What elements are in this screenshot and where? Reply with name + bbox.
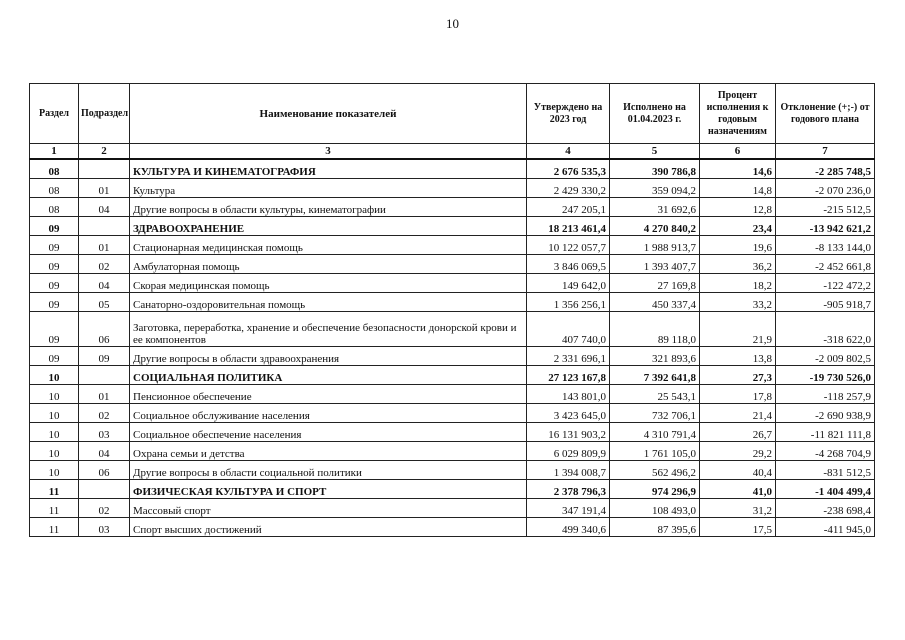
indicator-name: Охрана семьи и детства [130, 442, 527, 461]
executed-value: 87 395,6 [610, 518, 700, 537]
approved-value: 149 642,0 [527, 274, 610, 293]
subsection-code [79, 366, 130, 385]
section-code: 09 [30, 236, 79, 255]
indicator-name: Санаторно-оздоровительная помощь [130, 293, 527, 312]
indicator-name: Скорая медицинская помощь [130, 274, 527, 293]
subsection-code: 03 [79, 518, 130, 537]
section-row [30, 217, 875, 236]
header-deviation: Отклонение (+;-) от годового плана [776, 84, 875, 144]
deviation-value: -411 945,0 [776, 518, 875, 537]
section-code: 11 [30, 518, 79, 537]
indicator-name: Массовый спорт [130, 499, 527, 518]
percent-value: 31,2 [700, 499, 776, 518]
table-row [30, 274, 875, 293]
deviation-value: -11 821 111,8 [776, 423, 875, 442]
section-code: 10 [30, 442, 79, 461]
indicator-name: Стационарная медицинская помощь [130, 236, 527, 255]
executed-value: 25 543,1 [610, 385, 700, 404]
section-code: 09 [30, 255, 79, 274]
section-code: 09 [30, 274, 79, 293]
executed-value: 27 169,8 [610, 274, 700, 293]
percent-value: 27,3 [700, 366, 776, 385]
approved-value: 18 213 461,4 [527, 217, 610, 236]
deviation-value: -19 730 526,0 [776, 366, 875, 385]
deviation-value: -215 512,5 [776, 198, 875, 217]
executed-value: 359 094,2 [610, 179, 700, 198]
column-number: 3 [130, 144, 527, 160]
section-code: 10 [30, 385, 79, 404]
indicator-name: Другие вопросы в области здравоохранения [130, 347, 527, 366]
approved-value: 6 029 809,9 [527, 442, 610, 461]
approved-value: 2 429 330,2 [527, 179, 610, 198]
approved-value: 143 801,0 [527, 385, 610, 404]
subsection-code: 02 [79, 404, 130, 423]
percent-value: 21,9 [700, 312, 776, 347]
subsection-code: 04 [79, 198, 130, 217]
executed-value: 1 988 913,7 [610, 236, 700, 255]
subsection-code [79, 159, 130, 179]
percent-value: 18,2 [700, 274, 776, 293]
deviation-value: -831 512,5 [776, 461, 875, 480]
percent-value: 29,2 [700, 442, 776, 461]
subsection-code: 02 [79, 499, 130, 518]
column-number: 4 [527, 144, 610, 160]
table-row [30, 404, 875, 423]
percent-value: 23,4 [700, 217, 776, 236]
indicator-name: Другие вопросы в области социальной политики [130, 461, 527, 480]
percent-value: 26,7 [700, 423, 776, 442]
deviation-value: -238 698,4 [776, 499, 875, 518]
percent-value: 17,8 [700, 385, 776, 404]
percent-value: 41,0 [700, 480, 776, 499]
percent-value: 19,6 [700, 236, 776, 255]
subsection-code: 03 [79, 423, 130, 442]
header-indicator-name: Наименование показателей [130, 84, 527, 144]
indicator-name: Социальное обслуживание населения [130, 404, 527, 423]
subsection-code [79, 217, 130, 236]
table-row [30, 198, 875, 217]
deviation-value: -118 257,9 [776, 385, 875, 404]
column-number: 2 [79, 144, 130, 160]
subsection-code: 01 [79, 385, 130, 404]
approved-value: 247 205,1 [527, 198, 610, 217]
page-number: 10 [446, 16, 459, 31]
approved-value: 10 122 057,7 [527, 236, 610, 255]
executed-value: 1 393 407,7 [610, 255, 700, 274]
subsection-code: 04 [79, 274, 130, 293]
section-code: 09 [30, 347, 79, 366]
column-number: 5 [610, 144, 700, 160]
deviation-value: -13 942 621,2 [776, 217, 875, 236]
percent-value: 40,4 [700, 461, 776, 480]
approved-value: 2 676 535,3 [527, 159, 610, 179]
deviation-value: -2 009 802,5 [776, 347, 875, 366]
indicator-name: Спорт высших достижений [130, 518, 527, 537]
section-row [30, 159, 875, 179]
table-row [30, 312, 875, 347]
table-row [30, 347, 875, 366]
executed-value: 89 118,0 [610, 312, 700, 347]
section-code: 10 [30, 423, 79, 442]
column-number: 1 [30, 144, 79, 160]
executed-value: 390 786,8 [610, 159, 700, 179]
section-code: 09 [30, 293, 79, 312]
table-row [30, 499, 875, 518]
executed-value: 108 493,0 [610, 499, 700, 518]
section-row [30, 366, 875, 385]
deviation-value: -2 285 748,5 [776, 159, 875, 179]
section-code: 11 [30, 480, 79, 499]
indicator-name: Пенсионное обеспечение [130, 385, 527, 404]
executed-value: 4 310 791,4 [610, 423, 700, 442]
percent-value: 33,2 [700, 293, 776, 312]
deviation-value: -905 918,7 [776, 293, 875, 312]
table-body [30, 159, 875, 537]
percent-value: 14,8 [700, 179, 776, 198]
percent-value: 13,8 [700, 347, 776, 366]
header-approved: Утверждено на 2023 год [527, 84, 610, 144]
table-row [30, 423, 875, 442]
approved-value: 347 191,4 [527, 499, 610, 518]
subsection-code: 04 [79, 442, 130, 461]
approved-value: 407 740,0 [527, 312, 610, 347]
deviation-value: -1 404 499,4 [776, 480, 875, 499]
subsection-code [79, 480, 130, 499]
section-code: 08 [30, 198, 79, 217]
approved-value: 27 123 167,8 [527, 366, 610, 385]
deviation-value: -2 452 661,8 [776, 255, 875, 274]
section-code: 10 [30, 404, 79, 423]
deviation-value: -318 622,0 [776, 312, 875, 347]
section-code: 10 [30, 461, 79, 480]
executed-value: 31 692,6 [610, 198, 700, 217]
deviation-value: -8 133 144,0 [776, 236, 875, 255]
deviation-value: -2 070 236,0 [776, 179, 875, 198]
deviation-value: -4 268 704,9 [776, 442, 875, 461]
subsection-code: 05 [79, 293, 130, 312]
approved-value: 2 331 696,1 [527, 347, 610, 366]
executed-value: 974 296,9 [610, 480, 700, 499]
executed-value: 7 392 641,8 [610, 366, 700, 385]
executed-value: 562 496,2 [610, 461, 700, 480]
executed-value: 4 270 840,2 [610, 217, 700, 236]
section-code: 09 [30, 217, 79, 236]
percent-value: 36,2 [700, 255, 776, 274]
percent-value: 14,6 [700, 159, 776, 179]
percent-value: 21,4 [700, 404, 776, 423]
section-code: 08 [30, 159, 79, 179]
table-row [30, 385, 875, 404]
approved-value: 16 131 903,2 [527, 423, 610, 442]
deviation-value: -122 472,2 [776, 274, 875, 293]
subsection-code: 06 [79, 312, 130, 347]
table-row [30, 179, 875, 198]
table-row [30, 255, 875, 274]
indicator-name: ФИЗИЧЕСКАЯ КУЛЬТУРА И СПОРТ [130, 480, 527, 499]
indicator-name: КУЛЬТУРА И КИНЕМАТОГРАФИЯ [130, 159, 527, 179]
subsection-code: 09 [79, 347, 130, 366]
header-executed: Исполнено на 01.04.2023 г. [610, 84, 700, 144]
column-number: 7 [776, 144, 875, 160]
approved-value: 499 340,6 [527, 518, 610, 537]
section-code: 09 [30, 312, 79, 347]
table-row [30, 442, 875, 461]
subsection-code: 01 [79, 179, 130, 198]
table-row [30, 236, 875, 255]
subsection-code: 01 [79, 236, 130, 255]
indicator-name: Амбулаторная помощь [130, 255, 527, 274]
table-header-row [30, 84, 875, 144]
indicator-name: ЗДРАВООХРАНЕНИЕ [130, 217, 527, 236]
approved-value: 1 356 256,1 [527, 293, 610, 312]
percent-value: 12,8 [700, 198, 776, 217]
executed-value: 1 761 105,0 [610, 442, 700, 461]
executed-value: 732 706,1 [610, 404, 700, 423]
header-percent: Процент исполнения к годовым назначениям [700, 84, 776, 144]
section-code: 10 [30, 366, 79, 385]
indicator-name: Социальное обеспечение населения [130, 423, 527, 442]
indicator-name: Культура [130, 179, 527, 198]
subsection-code: 06 [79, 461, 130, 480]
table-row [30, 518, 875, 537]
header-subsection: Подраздел [79, 84, 130, 144]
section-code: 11 [30, 499, 79, 518]
table-row [30, 293, 875, 312]
approved-value: 1 394 008,7 [527, 461, 610, 480]
section-code: 08 [30, 179, 79, 198]
subsection-code: 02 [79, 255, 130, 274]
approved-value: 3 846 069,5 [527, 255, 610, 274]
column-number: 6 [700, 144, 776, 160]
executed-value: 321 893,6 [610, 347, 700, 366]
approved-value: 3 423 645,0 [527, 404, 610, 423]
executed-value: 450 337,4 [610, 293, 700, 312]
column-number-row [30, 144, 875, 160]
indicator-name: Заготовка, переработка, хранение и обеспечение безопасности донорской крови и ее компонентов [130, 312, 527, 347]
budget-table [29, 83, 875, 537]
indicator-name: СОЦИАЛЬНАЯ ПОЛИТИКА [130, 366, 527, 385]
section-row [30, 480, 875, 499]
table-row [30, 461, 875, 480]
indicator-name: Другие вопросы в области культуры, кинематографии [130, 198, 527, 217]
percent-value: 17,5 [700, 518, 776, 537]
deviation-value: -2 690 938,9 [776, 404, 875, 423]
approved-value: 2 378 796,3 [527, 480, 610, 499]
header-section: Раздел [30, 84, 79, 144]
